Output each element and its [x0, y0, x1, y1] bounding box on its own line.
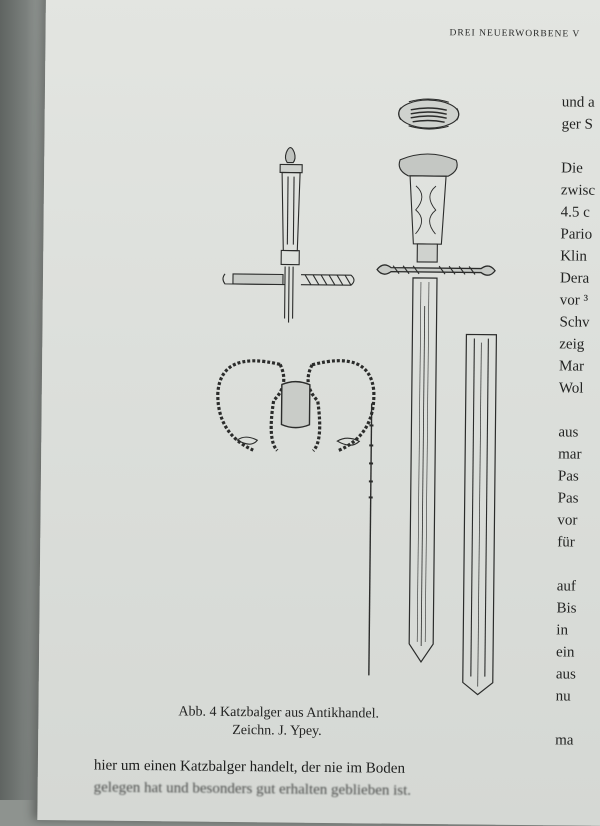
text-line: vor: [557, 512, 578, 529]
text-line: und a: [561, 94, 595, 111]
running-header: DREI NEUERWORBENE V: [449, 28, 581, 40]
text-line: vor ³: [559, 292, 589, 309]
body-line-2: gelegen hat und besonders gut erhalten geblieben ist.: [93, 779, 412, 799]
text-line: nu: [555, 688, 571, 705]
right-text-column: [555, 91, 600, 752]
text-line: Pario: [560, 226, 593, 243]
text-line: ger S: [561, 116, 593, 133]
book-page: [37, 0, 600, 826]
rod-detail: [367, 403, 374, 675]
text-line: Pas: [557, 468, 579, 485]
text-line: für: [557, 534, 575, 551]
text-line: Mar: [559, 358, 585, 375]
figure-caption: [178, 703, 508, 742]
text-line: ein: [556, 644, 575, 661]
hilt-side-view: [223, 147, 356, 323]
blade-profile-view: [463, 334, 497, 694]
text-line: 4.5 c: [560, 204, 590, 221]
text-line: aus: [558, 424, 579, 441]
text-line: zeig: [559, 336, 585, 353]
text-line: Klin: [560, 248, 587, 265]
pommel-top-view: [399, 99, 459, 130]
text-line: ma: [555, 732, 574, 749]
caption-line-1: Abb. 4 Katzbalger aus Antikhandel.: [178, 704, 380, 722]
text-line: Die: [561, 160, 583, 177]
text-line: Dera: [559, 270, 590, 287]
text-line: Bis: [556, 600, 577, 617]
crossguard-loops: [217, 359, 374, 451]
text-line: Wol: [558, 380, 584, 397]
body-line-1: hier um einen Katzbalger handelt, der nie im Boden: [93, 757, 406, 777]
text-line: Pas: [557, 490, 579, 507]
sword-front-view: [373, 153, 496, 662]
text-line: in: [556, 622, 569, 639]
figure-katzbalger-drawing: [159, 83, 525, 697]
text-line: Schv: [559, 314, 590, 331]
text-line: zwisc: [560, 182, 596, 199]
caption-line-2: Zeichn. J. Ypey.: [232, 722, 322, 739]
text-line: mar: [558, 446, 582, 463]
text-line: aus: [555, 666, 576, 683]
text-line: auf: [556, 578, 577, 595]
body-paragraph: [94, 755, 600, 804]
